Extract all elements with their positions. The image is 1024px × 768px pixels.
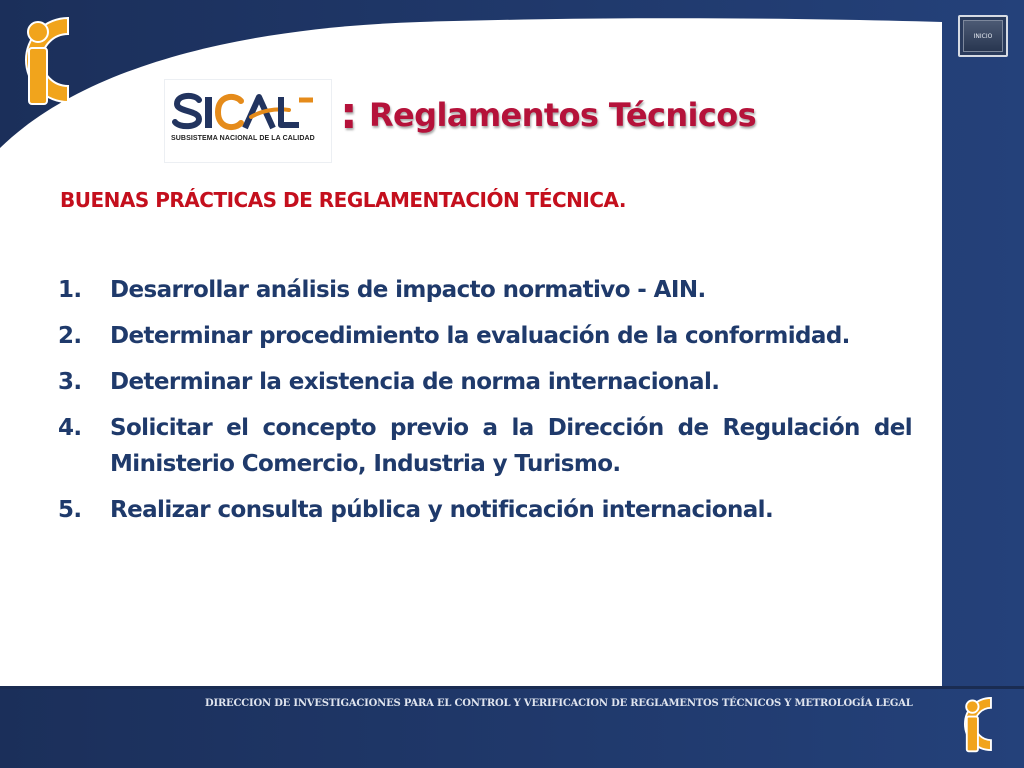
slide-title	[340, 82, 756, 145]
sical-tagline: SUBSISTEMA NACIONAL DE LA CALIDAD	[171, 135, 315, 142]
list-item	[58, 410, 912, 482]
list-item	[58, 492, 912, 528]
list-item	[58, 364, 912, 400]
list-item-number: 5.	[58, 497, 82, 523]
title-text: Reglamentos Técnicos	[369, 96, 757, 134]
home-button-label: INICIO	[973, 32, 993, 40]
list-item-text: Determinar procedimiento la evaluación de la conformidad.	[110, 323, 850, 349]
ic-logo-icon	[955, 693, 1017, 755]
list-item-number: 2.	[58, 323, 82, 349]
list-item	[58, 318, 912, 354]
title-separator: :	[340, 88, 357, 139]
home-button[interactable]	[958, 15, 1008, 57]
list-item-number: 4.	[58, 415, 82, 441]
practice-list	[58, 272, 912, 538]
home-button-face[interactable]	[963, 20, 1003, 52]
list-item-text: Desarrollar análisis de impacto normativo - AIN.	[110, 277, 706, 303]
list-item-text: Determinar la existencia de norma internacional.	[110, 369, 720, 395]
list-item	[58, 272, 912, 308]
sical-logo	[165, 80, 331, 162]
list-item-text: Solicitar el concepto previo a la Dirección de Regulación del Ministerio Comercio, Industria y Turismo.	[110, 415, 912, 477]
section-subtitle: BUENAS PRÁCTICAS DE REGLAMENTACIÓN TÉCNICA.	[60, 188, 626, 212]
list-item-text: Realizar consulta pública y notificación internacional.	[110, 497, 774, 523]
sical-wordmark-icon	[165, 80, 331, 140]
list-item-number: 3.	[58, 369, 82, 395]
footer-text: DIRECCION DE INVESTIGACIONES PARA EL CONTROL Y VERIFICACION DE REGLAMENTOS TÉCNICOS Y METROLOGÍA LEGAL	[205, 698, 913, 709]
list-item-number: 1.	[58, 277, 82, 303]
ic-logo-icon	[10, 10, 110, 110]
